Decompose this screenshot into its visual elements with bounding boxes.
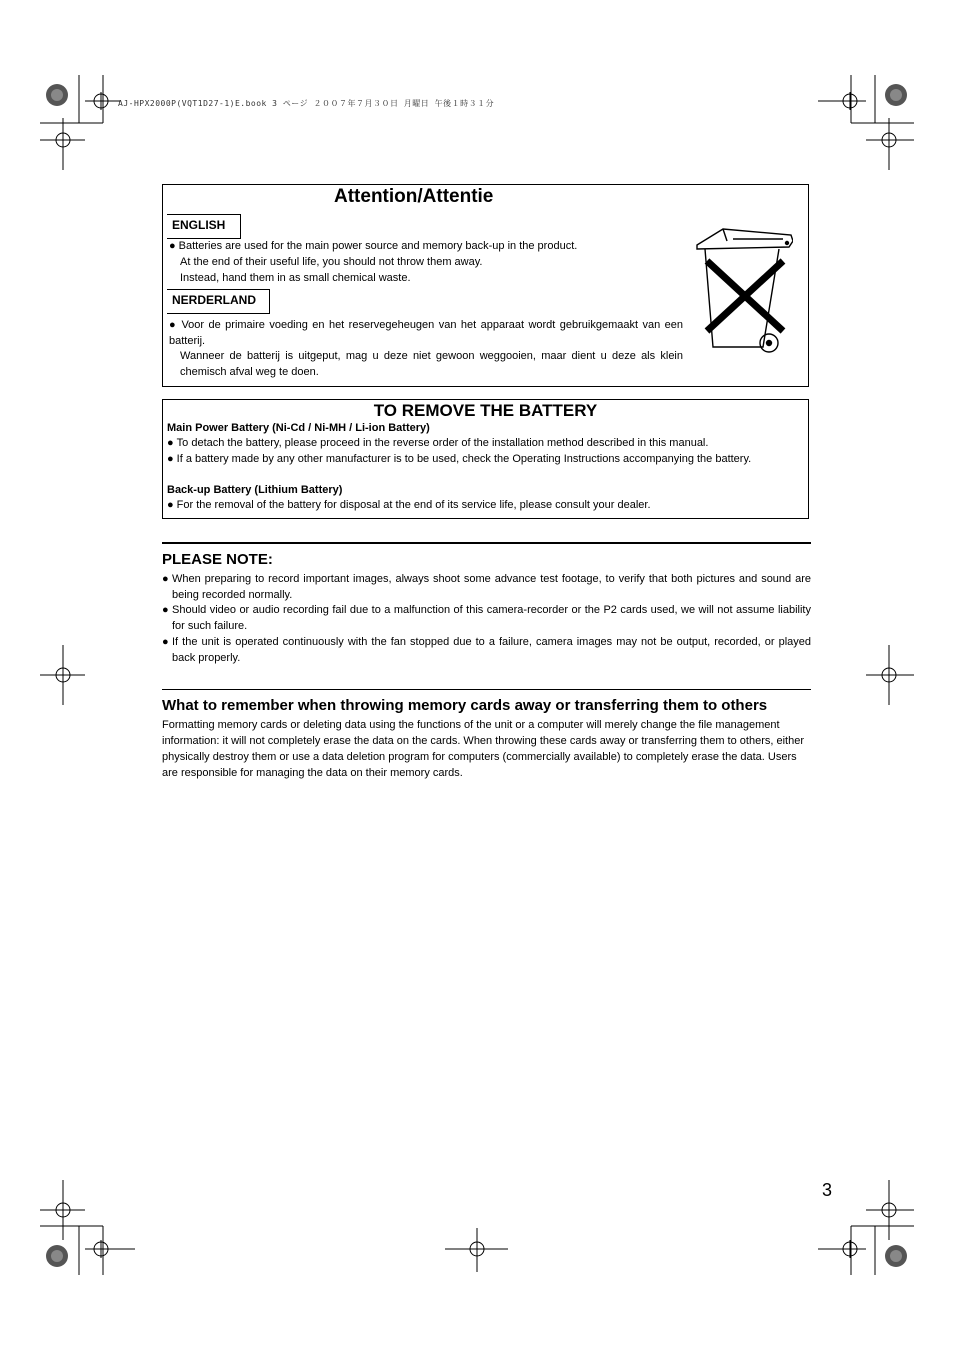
bullet-glyph: ● bbox=[167, 453, 174, 465]
main-battery-item-2: ● If a battery made by any other manufacturer is to be used, check the Operating Instructions accompanying the battery. bbox=[167, 453, 752, 465]
bullet-glyph: ● bbox=[162, 636, 169, 648]
backup-battery-item-1: ● For the removal of the battery for disposal at the end of its service life, please consult your dealer. bbox=[167, 499, 651, 511]
please-note-title: PLEASE NOTE: bbox=[162, 551, 273, 568]
nederland-label: NERDERLAND bbox=[167, 289, 270, 314]
backup-battery-heading: Back-up Battery (Lithium Battery) bbox=[167, 484, 343, 496]
remove-battery-title: TO REMOVE THE BATTERY bbox=[373, 401, 598, 420]
bullet-glyph: ● bbox=[169, 240, 176, 252]
file-info-header: AJ-HPX2000P(VQT1D27-1)E.book 3 ページ ２００７年７月３０日 月曜日 午後１時３１分 bbox=[118, 99, 495, 108]
bullet-glyph: ● bbox=[162, 573, 169, 585]
main-battery-item-1: ● To detach the battery, please proceed in the reverse order of the installation method described in this manual. bbox=[167, 437, 709, 449]
page-number: 3 bbox=[822, 1180, 833, 1200]
english-line-2: At the end of their useful life, you should not throw them away. bbox=[180, 256, 483, 268]
english-line-3: Instead, hand them in as small chemical waste. bbox=[180, 272, 411, 284]
bullet-glyph: ● bbox=[169, 319, 178, 331]
bullet-glyph: ● bbox=[162, 604, 169, 616]
main-battery-heading: Main Power Battery (Ni-Cd / Ni-MH / Li-ion Battery) bbox=[167, 422, 430, 434]
please-note-rule bbox=[162, 542, 811, 544]
english-line-1: ● Batteries are used for the main power source and memory back-up in the product. bbox=[169, 240, 578, 252]
please-note-item-1: ● When preparing to record important images, always shoot some advance test footage, to verify that both pictures and sound are being recorded normally. bbox=[162, 573, 811, 601]
nederland-para-2: Wanneer de batterij is uitgeput, mag u deze niet gewoon weggooien, maar dient u deze als klein chemisch afval weg te doen. bbox=[180, 350, 683, 378]
attention-title: Attention/Attentie bbox=[334, 186, 494, 207]
nederland-para-1: ● Voor de primaire voeding en het reservegeheugen van het apparaat wordt gebruikgemaakt van een batterij. bbox=[169, 319, 683, 347]
memory-cards-body: Formatting memory cards or deleting data using the functions of the unit or a computer will merely change the file management information: it will not completely erase the data on the cards. When throwing these cards away or transferring them to others, either physically destroy them or use a data deletion program for computers (commercially available) to completely erase the data. Users are responsible for managing the data on their memory cards. bbox=[162, 719, 804, 779]
bullet-glyph: ● bbox=[167, 437, 174, 449]
please-note-item-2: ● Should video or audio recording fail due to a malfunction of this camera-recorder or the P2 cards used, we will not assume liability for such failure. bbox=[162, 604, 811, 632]
memory-cards-rule bbox=[162, 689, 811, 690]
memory-cards-title: What to remember when throwing memory cards away or transferring them to others bbox=[162, 697, 768, 714]
remove-battery-box bbox=[162, 399, 809, 519]
please-note-item-3: ● If the unit is operated continuously with the fan stopped due to a failure, camera images may not be output, recorded, or played back properly. bbox=[162, 636, 811, 664]
english-label: ENGLISH bbox=[167, 214, 241, 239]
crossed-out-bin-icon bbox=[693, 227, 793, 355]
bullet-glyph: ● bbox=[167, 499, 174, 511]
attention-box bbox=[162, 184, 809, 387]
